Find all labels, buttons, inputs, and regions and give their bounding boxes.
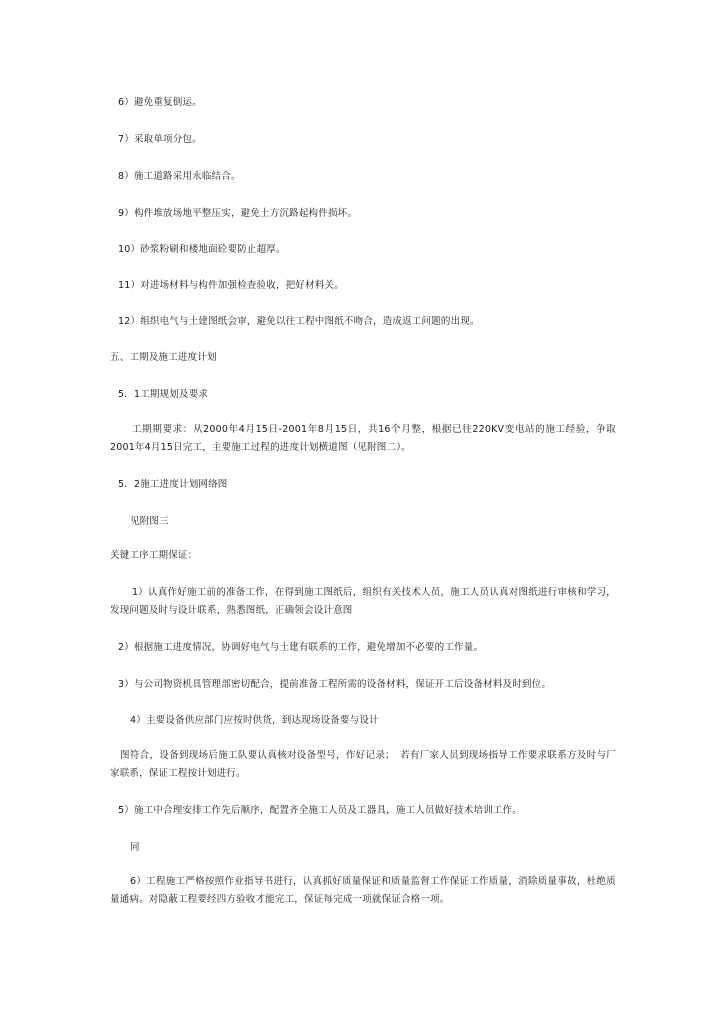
- subsection-heading-5-2: 5．2施工进度计划网络图: [118, 479, 228, 490]
- schedule-requirement-paragraph: 工期期要求：从2000年4月15日-2001年8月15日，共16个月整，根据已往220KV变电站的施工经验，争取2001年4月15日完工，主要施工过程的进度计划横道图（见附图二）。: [110, 424, 616, 453]
- paragraph-item-11: 11）对进场材料与构件加强检查验收，把好材料关。: [118, 280, 344, 291]
- guarantee-item-3: 3）与公司物资机具管理部密切配合，提前准备工程所需的设备材料，保证开工后设备材料及时到位。: [118, 679, 552, 690]
- guarantee-item-6: 6）工程施工严格按照作业指导书进行，认真抓好质量保证和质量监督工作保证工作质量，消除质量事故，杜绝质量通病。对隐蔽工程要经四方验收才能完工，保证每完成一项就保证合格一项。: [110, 876, 616, 905]
- guarantee-item-2: 2）根据施工进度情况，协调好电气与土建有联系的工作，避免增加不必要的工作量。: [118, 642, 484, 653]
- paragraph-item-9: 9）构件堆放场地平整压实，避免土方沉路起构件损坏。: [118, 208, 358, 219]
- paragraph-item-7: 7）采取单项分包。: [118, 134, 202, 145]
- paragraph-item-10: 10）砂浆粉刷和楼地面砼要防止超厚。: [118, 244, 286, 255]
- paragraph-item-12: 12）组织电气与土建图纸会审，避免以往工程中图纸不吻合，造成返工问题的出现。: [118, 316, 480, 327]
- guarantee-item-5: 5）施工中合理安排工作先后顺序，配置齐全施工人员及工器具，施工人员做好技术培训工作。: [118, 805, 522, 816]
- paragraph-item-8: 8）施工道路采用永临结合。: [118, 171, 241, 182]
- section-heading-5: 五、工期及施工进度计划: [110, 352, 217, 363]
- see-attachment-3: 见附图三: [130, 516, 169, 527]
- paragraph-item-6: 6）避免重复倒运。: [118, 97, 202, 108]
- guarantee-item-4-continued: 图符合，设备到现场后施工队要认真核对设备型号，作好记录； 若有厂家人员到现场指导工作要求联系方及时与厂家联系，保证工程按计划进行。: [110, 750, 616, 779]
- key-process-heading: 关键工序工期保证：: [110, 550, 198, 561]
- guarantee-item-4: 4）主要设备供应部门应按时供货，到达现场设备要与设计: [130, 715, 379, 726]
- subsection-heading-5-1: 5．1工期规划及要求: [118, 389, 209, 400]
- guarantee-item-1: 1）认真作好施工前的准备工作，在得到施工图纸后，组织有关技术人员，施工人员认真对图纸进行审核和学习，发现问题及时与设计联系，熟悉图纸，正确领会设计意图: [110, 587, 616, 616]
- stray-character: 同: [130, 842, 140, 853]
